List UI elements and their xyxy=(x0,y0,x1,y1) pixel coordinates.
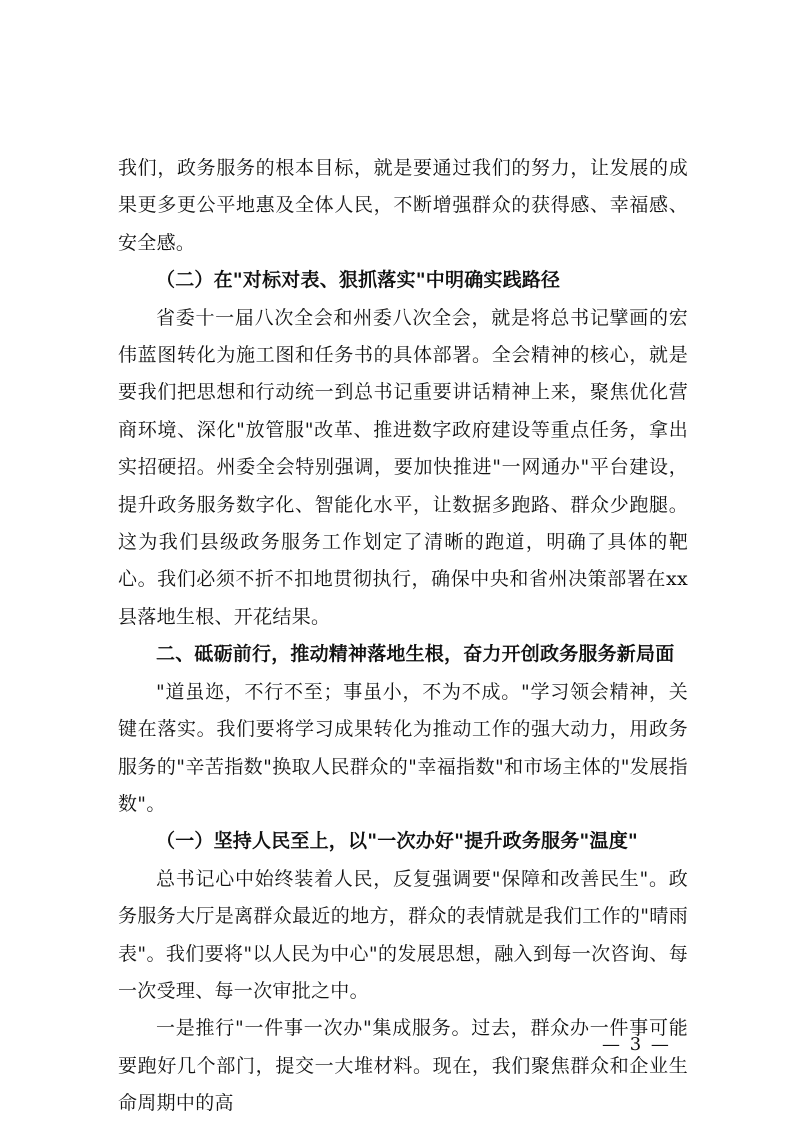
paragraph-7: 总书记心中始终装着人民，反复强调要"保障和改善民生"。政务服务大厅是离群众最近的地方，群众的表情就是我们工作的"晴雨表"。我们要将"以人民为中心"的发展思想，融入到每一次咨询、每一次受理、每一次审批之中。 xyxy=(118,867,688,1002)
paragraph-3: 省委十一届八次全会和州委八次全会，就是将总书记擘画的宏伟蓝图转化为施工图和任务书的具体部署。全会精神的核心，就是要我们把思想和行动统一到总书记重要讲话精神上来，聚焦优化营商环境、深化"放管服"改革、推进数字政府建设等重点任务，拿出实招硬招。州委全会特别强调，要加快推进"一网通办"平台建设，提升政务服务数字化、智能化水平，让数据多跑路、群众少跑腿。这为我们县级政务服务工作划定了清晰的跑道，明确了具体的靶心。我们必须不折不扣地贯彻执行，确保中央和省州决策部署在xx县落地生根、开花结果。 xyxy=(118,306,688,628)
paragraph-5: "道虽迩，不行不至；事虽小，不为不成。"学习领会精神，关键在落实。我们要将学习成果转化为推动工作的强大动力，用政务服务的"辛苦指数"换取人民群众的"幸福指数"和市场主体的"发展指数"。 xyxy=(118,680,688,815)
section-heading-2: 二、砥砺前行，推动精神落地生根，奋力开创政务服务新局面 xyxy=(156,643,675,666)
subheading-1: （一）坚持人民至上，以"一次办好"提升政务服务"温度" xyxy=(156,830,638,853)
paragraph-1: 我们，政务服务的根本目标，就是要通过我们的努力，让发展的成果更多更公平地惠及全体人民，不断增强群众的获得感、幸福感、安全感。 xyxy=(118,157,688,254)
page-number: — 3 — xyxy=(602,1034,671,1055)
document-body xyxy=(118,150,688,1123)
paragraph-8: 一是推行"一件事一次办"集成服务。过去，群众办一件事可能要跑好几个部门，提交一大堆材料。现在，我们聚焦群众和企业生命周期中的高 xyxy=(118,1017,688,1115)
subheading-2: （二）在"对标对表、狠抓落实"中明确实践路径 xyxy=(156,269,561,292)
